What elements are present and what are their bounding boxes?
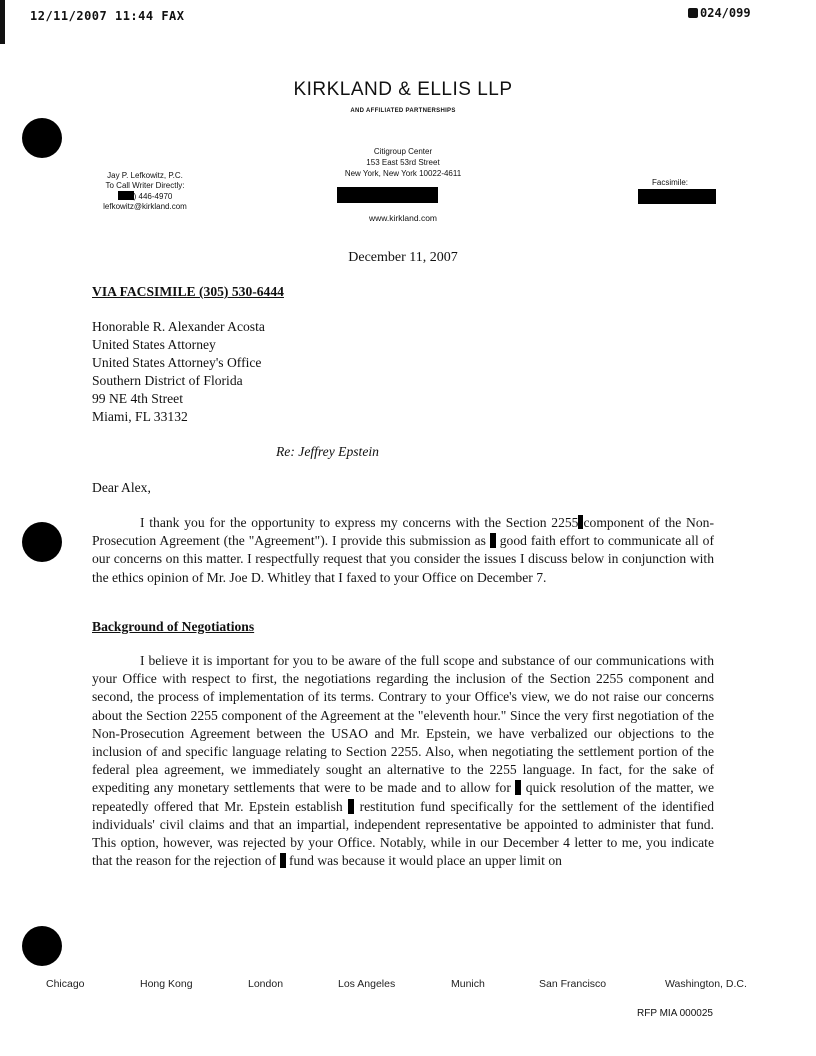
- recipient-line: United States Attorney: [92, 337, 216, 352]
- fax-label: Facsimile:: [652, 178, 689, 187]
- sender-email: lefkowitz@kirkland.com: [103, 202, 187, 211]
- section-heading: Background of Negotiations: [92, 619, 255, 634]
- paragraph-background: [92, 652, 714, 870]
- recipient-line: United States Attorney's Office: [92, 355, 262, 370]
- footer-city: Los Angeles: [338, 978, 396, 990]
- phone-number-redaction: [337, 187, 438, 203]
- footer-city: San Francisco: [539, 978, 607, 990]
- footer-city: Chicago: [46, 978, 85, 990]
- paragraph-text: quick resolution of the matter, we repeatedly offered that Mr. Epstein establish: [92, 780, 714, 814]
- bates-number: RFP MIA 000025: [637, 1008, 713, 1019]
- paragraph-text: good faith effort to communicate all of our concerns on this matter. I respectfully request that you consider the issues I discuss below in conjunction with the ethics opinion of Mr. Joe D. Whitley that I faxed to your Office on December 7.: [92, 533, 714, 585]
- fax-icon: [688, 8, 698, 18]
- redaction-mark: [515, 780, 521, 795]
- redaction-mark: [280, 853, 286, 868]
- redaction-mark: [348, 799, 354, 814]
- paragraph-text: fund was because it would place an upper limit on: [289, 853, 562, 869]
- paragraph-text: I believe it is important for you to be aware of the full scope and substance of our communications with your Office with respect to first, the negotiations regarding the inclusion of the Section 2255 component and second, the process of implementation of its terms. Contrary to your Office's view, we do not raise our concerns about the Section 2255 component of the Agreement at the "eleventh hour." Since the very first negotiation of the Non-Prosecution Agreement between the USAO and Mr. Epstein, we have verbalized our objections to the inclusion of and specific language relating to Section 2255. Also, when negotiating the settlement portion of the federal plea agreement, we immediately sought an alternative to the 2255 language. In fact, for the sake of expediting any monetary settlements that were to be made and to allow for: [92, 653, 714, 796]
- re-label: Re:: [276, 444, 295, 459]
- recipient-line: Miami, FL 33132: [92, 409, 188, 424]
- re-line: [276, 444, 379, 460]
- recipient-line: Honorable R. Alexander Acosta: [92, 319, 265, 334]
- fax-page-text: 024/099: [700, 6, 751, 20]
- sender-phone: ) 446-4970: [133, 192, 173, 201]
- footer-city: Washington, D.C.: [665, 978, 747, 990]
- footer-city: Hong Kong: [140, 978, 193, 990]
- recipient-address: [92, 318, 265, 426]
- sender-direct-label: To Call Writer Directly:: [105, 181, 185, 190]
- delivery-method: VIA FACSIMILE (305) 530-6444: [92, 284, 284, 299]
- office-address: [310, 146, 496, 179]
- punch-hole-middle: [22, 522, 62, 562]
- redaction-mark: [490, 533, 496, 548]
- paragraph-text: component of the Non-Prosecution Agreement (the "Agreement"). I provide this submission as: [92, 515, 714, 549]
- punch-hole-top: [22, 118, 62, 158]
- paragraph-text: restitution fund specifically for the settlement of the identified individuals' civil claims and that an impartial, independent representative be appointed to administer that fund. This option, however, was rejected by your Office. Notably, while in our December 4 letter to me, you indicate that the reason for the rejection of: [92, 798, 715, 869]
- fax-edge-mark: [0, 0, 5, 44]
- sender-name: Jay P. Lefkowitz, P.C.: [107, 171, 183, 180]
- paragraph-intro: [92, 514, 714, 587]
- fax-number-redaction: [638, 189, 716, 204]
- firm-subtitle: AND AFFILIATED PARTNERSHIPS: [350, 108, 456, 114]
- letter-date: December 11, 2007: [348, 250, 458, 265]
- fax-page-number: [688, 6, 751, 20]
- firm-name: KIRKLAND & ELLIS LLP: [293, 79, 513, 100]
- punch-hole-bottom: [22, 926, 62, 966]
- sender-phone-line: [80, 191, 210, 202]
- phone-redaction: [118, 191, 134, 200]
- office-building: Citigroup Center: [373, 147, 433, 156]
- footer-city: Munich: [451, 978, 485, 990]
- office-website: www.kirkland.com: [368, 213, 438, 223]
- recipient-line: Southern District of Florida: [92, 373, 243, 388]
- sender-block: [80, 171, 210, 212]
- fax-datetime: 12/11/2007 11:44 FAX: [30, 9, 185, 23]
- paragraph-text: I thank you for the opportunity to express my concerns with the Section 2255: [140, 515, 579, 530]
- office-city: New York, New York 10022-4611: [344, 169, 462, 178]
- recipient-line: 99 NE 4th Street: [92, 391, 183, 406]
- re-subject: Jeffrey Epstein: [298, 444, 379, 459]
- salutation: Dear Alex,: [92, 480, 151, 495]
- footer-city: London: [248, 978, 284, 990]
- office-street: 153 East 53rd Street: [366, 158, 440, 167]
